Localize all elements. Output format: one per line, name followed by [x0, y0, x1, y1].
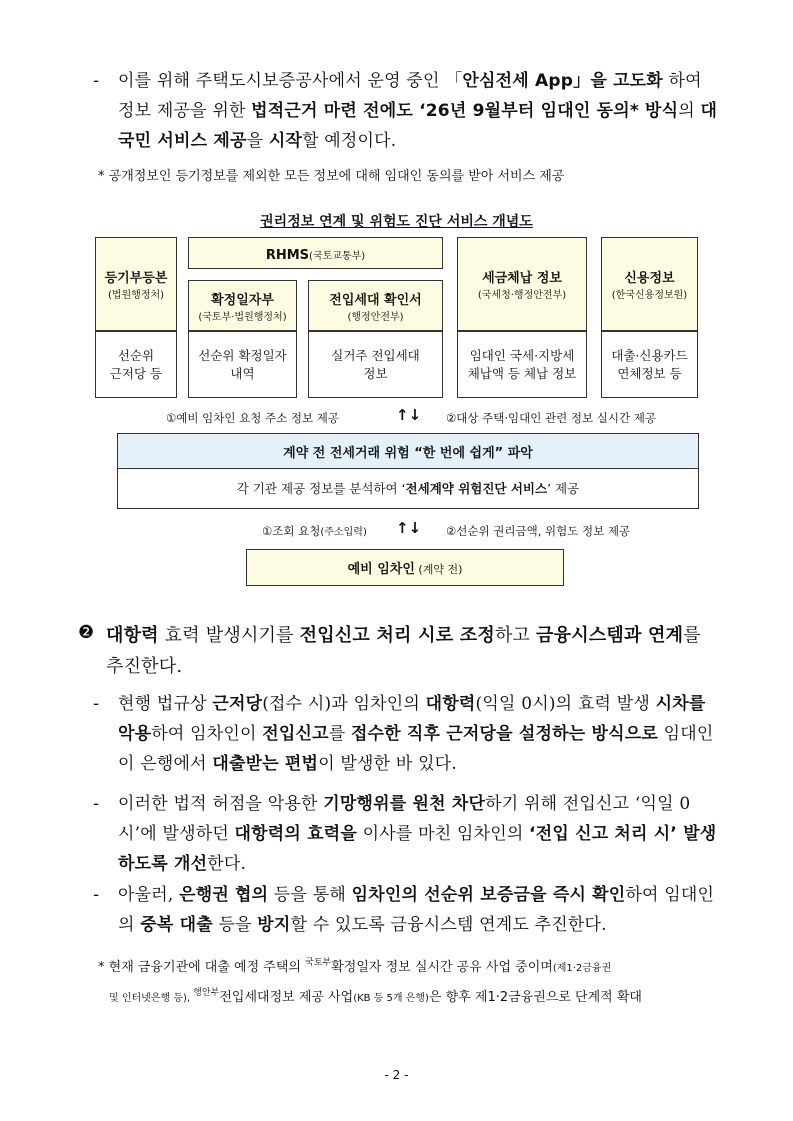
bullet-text: 이 발생한 바 있다.	[318, 754, 457, 774]
bullet-bold: ‘전입 신고 처리 시’ 발생하도록 개선	[118, 824, 717, 874]
section2-heading	[106, 620, 721, 682]
prospective-tenant-label: 예비 임차인	[347, 562, 415, 577]
column-title: 전입세대 확인서	[329, 292, 422, 308]
bullet-loophole	[118, 689, 718, 779]
bullet-text: (접수 시)과 임차인의	[262, 694, 426, 714]
bullet-text: 현행 법규상	[118, 694, 213, 714]
column-header-tax	[457, 237, 587, 331]
section2-bold: 금융시스템과 연계	[536, 625, 684, 646]
bullet-bold: 중복 대출	[140, 915, 213, 935]
flow-request-address: ①예비 임차인 요청 주소 정보 제공	[166, 411, 340, 425]
section2-text: 를 추진한다.	[106, 625, 701, 677]
center-body	[237, 480, 579, 498]
column-sub: (행정안전부)	[347, 311, 404, 323]
footnote-part: 현재 금융기관에 대출 예정 주택의	[108, 960, 306, 975]
section2-text: 효력 발생시기를	[158, 625, 300, 646]
para-text: 하여 정보 제공을 위한	[118, 71, 702, 121]
para-text: 이를 위해 주택도시보증공사에서 운영 중인 「	[118, 71, 463, 91]
flow-risk-info: ②선순위 권리금액, 위험도 정보 제공	[446, 524, 631, 538]
page-number: - 2 -	[384, 1068, 409, 1082]
bullet-bold: 기망행위를 원천 차단	[323, 794, 486, 814]
footnote-landlord-consent: * 공개정보인 등기정보를 제외한 모든 정보에 대해 임대인 동의를 받아 서비스 제공	[98, 169, 565, 184]
center-title: 계약 전 전세거래 위험 “한 번에 쉽게” 파악	[283, 445, 533, 461]
column-body-registry	[95, 331, 177, 398]
footnote-star: *	[98, 960, 105, 975]
column-header-registry	[95, 237, 177, 331]
prospective-tenant-sub: (계약 전)	[414, 563, 463, 576]
footnote-small: 및 인터넷은행 등),	[109, 993, 194, 1004]
bullet-bold: 근저당	[212, 694, 263, 714]
prospective-tenant-box	[246, 549, 564, 586]
flow-query-label: ①조회 요청	[262, 524, 321, 538]
column-sub: (국세청·행정안전부)	[477, 290, 567, 301]
section2-bold: 대항력	[106, 625, 159, 646]
flow-arrows-icon: ↑↓	[396, 519, 422, 537]
footnote-sup: 행안부	[193, 988, 220, 998]
column-header-credit	[601, 237, 698, 331]
flow-arrows-icon: ↑↓	[396, 406, 422, 424]
bullet-text: 를	[328, 724, 351, 744]
column-body: 실거주 전입세대 정보	[331, 347, 420, 381]
center-body-pre: 각 기관 제공 정보를 분석하여 ‘	[236, 480, 406, 496]
bullet-text: 한다.	[207, 854, 247, 874]
column-header-fixed-date	[188, 280, 297, 331]
bullet-bold: 접수한 직후 근저당을 설정하는 방식으로	[350, 724, 658, 744]
para-text: 할 예정이다.	[302, 131, 397, 151]
bullet-bold: 대항력	[425, 694, 476, 714]
bullet-bold: 시차를 악용	[118, 694, 706, 744]
flow-query-small: (주소입력)	[320, 527, 367, 538]
column-body: 임대인 국세·지방세 체납액 등 체납 정보	[467, 347, 577, 381]
rhms-name: RHMS	[265, 247, 310, 263]
bullet-fraud-block	[118, 789, 718, 879]
bullet-text: 하여 임대인의	[118, 885, 715, 935]
bullet-dash: -	[93, 794, 100, 814]
para-bold: 안심전세 App」을 고도화	[462, 71, 663, 91]
bullet-bold: 전입신고	[262, 724, 329, 744]
bullet-bold: 대출받는 편법	[212, 754, 319, 774]
para-text: 의	[678, 101, 701, 121]
column-body-credit	[601, 331, 698, 398]
bullet-text: 하여 임차인이	[151, 724, 263, 744]
column-sub: (법원행정처)	[107, 290, 165, 301]
column-title: 세금체납 정보	[482, 271, 562, 286]
center-title-box	[117, 433, 699, 469]
flow-query-request	[262, 523, 367, 539]
bullet-bold: 대항력의 효력을	[234, 824, 358, 844]
footnote-bank-sharing	[98, 951, 718, 1011]
section-marker-icon: ❷	[78, 622, 95, 643]
bullet-text: 하기 위해 전입신고 ‘익일 0시’에 발생하던	[118, 794, 691, 844]
bullet-text: 이러한 법적 허점을 악용한	[118, 794, 324, 814]
column-body: 선순위 확정일자 내역	[198, 347, 287, 381]
section2-bold: 전입신고 처리 시로 조정	[299, 625, 495, 646]
bullet-bold: 은행권 협의	[179, 885, 269, 905]
bullet-text: 아울러,	[118, 885, 180, 905]
section2-text: 하고	[494, 625, 537, 646]
diagram-title: 권리정보 연계 및 위험도 진단 서비스 개념도	[260, 214, 533, 230]
bullet-text: 할 수 있도록 금융시스템 연계도 추진한다.	[290, 915, 607, 935]
bullet-financial-link	[118, 880, 718, 940]
bullet-dash: -	[93, 885, 100, 905]
column-body-fixed-date	[188, 331, 297, 398]
footnote-small: (제1·2금융권	[552, 963, 612, 974]
para-bold: 시작	[268, 131, 303, 151]
bullet-text: 이사를 마친 임차인의	[357, 824, 530, 844]
column-sub: (한국신용정보원)	[611, 290, 688, 301]
bullet-dash: -	[93, 694, 100, 714]
bullet-bold: 방지	[257, 915, 291, 935]
center-body-bold: 전세계약 위험진단 서비스	[405, 480, 548, 496]
rhms-box	[188, 237, 443, 269]
para-text: 을	[246, 131, 269, 151]
column-body: 선순위 근저당 등	[109, 347, 163, 381]
footnote-part: 전입세대정보 제공 사업	[219, 990, 354, 1005]
flow-realtime-info: ②대상 주택·임대인 관련 정보 실시간 제공	[446, 411, 656, 425]
bullet-text: 등을	[212, 915, 258, 935]
column-title: 등기부등본	[104, 271, 168, 286]
bullet-text: (익일 0시)의 효력 발생	[475, 694, 656, 714]
footnote-part: 확정일자 정보 실시간 공유 사업 중이며	[331, 960, 553, 975]
column-body: 대출·신용카드 연체정보 등	[611, 347, 688, 381]
bullet-text: 임대인이 은행에서	[118, 724, 714, 774]
footnote-sup: 국토부	[305, 958, 332, 968]
paragraph-app-upgrade	[118, 66, 718, 156]
para-bold: 법적근거 마련 전에도 ‘26년 9월부터 임대인 동의* 방식	[251, 101, 679, 121]
center-body-post: ’ 제공	[547, 480, 580, 496]
para-bold: 대국민 서비스 제공	[118, 101, 718, 151]
column-sub: (국토부·법원행정처)	[198, 311, 287, 323]
center-body-box	[117, 468, 699, 509]
bullet-bold: 임차인의 선순위 보증금을 즉시 확인	[351, 885, 626, 905]
column-title: 신용정보	[624, 271, 675, 286]
footnote-small: (KB 등 5개 은행)	[353, 993, 429, 1004]
rhms-sub: (국토교통부)	[309, 250, 366, 262]
column-body-residents	[308, 331, 443, 398]
bullet-text: 등을 통해	[268, 885, 352, 905]
bullet-dash: -	[93, 71, 100, 91]
footnote-part: 은 향후 제1·2금융권으로 단계적 확대	[428, 990, 642, 1005]
column-body-tax	[457, 331, 587, 398]
column-header-residents	[308, 280, 443, 331]
column-title: 확정일자부	[211, 292, 274, 308]
